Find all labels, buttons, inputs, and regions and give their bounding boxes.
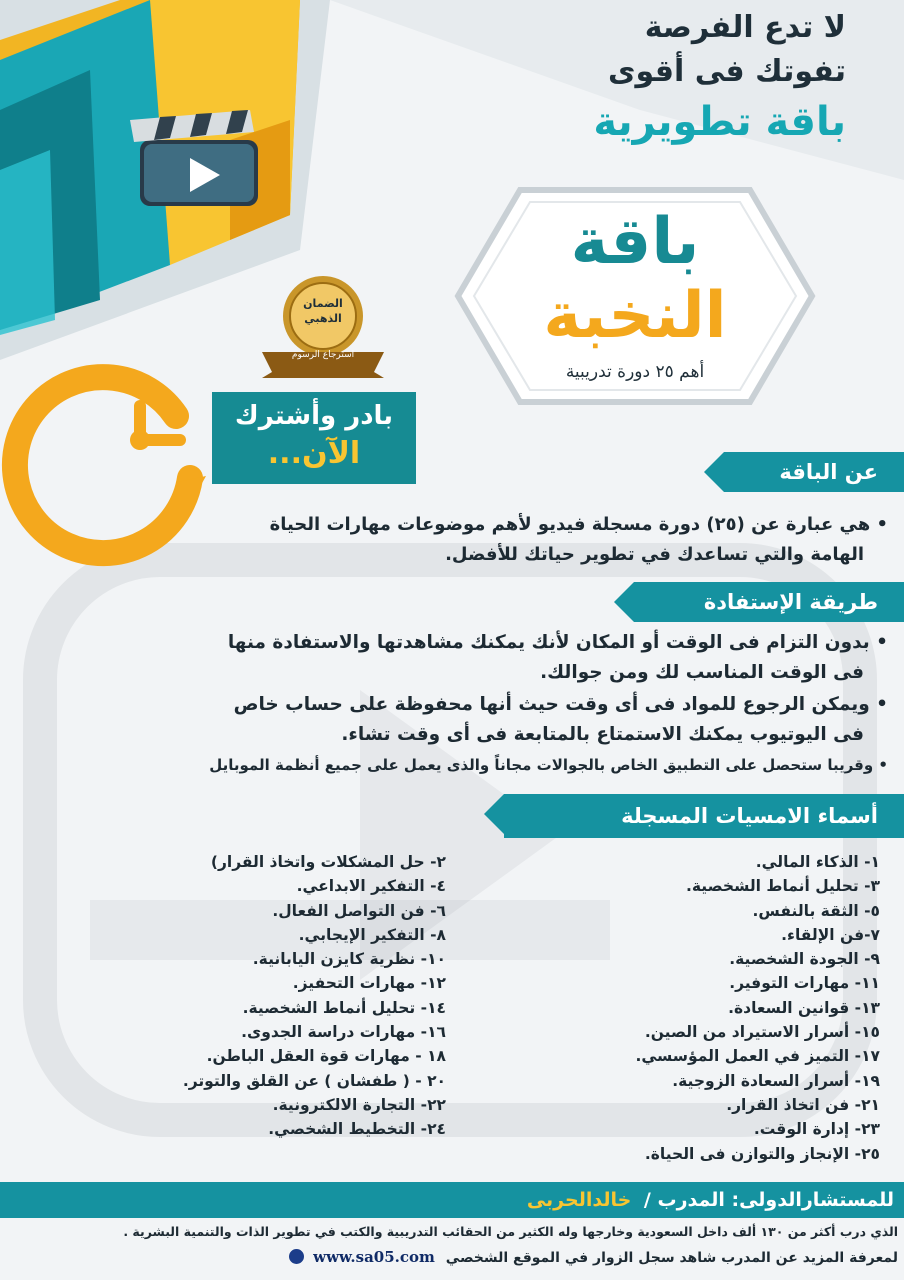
footer-line-1: الذي درب أكثر من ١٣٠ ألف داخل السعودية وخارجها وله الكثير من الحقائب التدريبية والكتب في تطوير الذات والتنمية البشرية . <box>123 1224 898 1239</box>
list-item: ١- الذكاء المالي. <box>755 853 880 871</box>
list-item: ١٨ - مهارات قوة العقل الباطن. <box>206 1047 446 1066</box>
sessions-left-column <box>183 850 446 1142</box>
list-item: ١٤- تحليل أنماط الشخصية. <box>242 998 446 1017</box>
benefit-line-2: فى الوقت المناسب لك ومن جوالك. <box>540 662 864 683</box>
website-link[interactable]: www.sa05.com <box>313 1248 435 1266</box>
package-subtitle: أهم ٢٥ دورة تدريبية <box>565 362 705 382</box>
list-item: ١٧- التميز في العمل المؤسسي. <box>635 1047 880 1066</box>
footer-title <box>527 1184 894 1216</box>
list-item: ٢- حل المشكلات واتخاذ القرار) <box>210 853 446 871</box>
benefit-line-1: • بدون التزام فى الوقت أو المكان لأنك يمكنك مشاهدتها والاستفادة منها <box>227 632 888 653</box>
list-item: ٢٤- التخطيط الشخصي. <box>268 1120 446 1139</box>
list-item: ٩- الجودة الشخصية. <box>729 950 880 969</box>
list-item: ٢٥- الإنجاز والتوازن فى الحياة. <box>644 1144 880 1163</box>
globe-icon <box>289 1249 304 1264</box>
about-line-1: • هي عبارة عن (٢٥) دورة مسجلة فيديو لأهم موضوعات مهارات الحياة <box>269 514 888 535</box>
sessions-heading: أسماء الامسيات المسجلة <box>504 794 904 838</box>
about-heading: عن الباقة <box>724 452 904 492</box>
list-item: ٢٣- إدارة الوقت. <box>753 1120 880 1139</box>
list-item: ٥- الثقة بالنفس. <box>752 901 880 920</box>
list-item: ٦- فن التواصل الفعال. <box>272 901 446 920</box>
list-item: ٢٠ - ( طفشان ) عن القلق والتوتر. <box>182 1071 446 1090</box>
list-item: ١١- مهارات التوفير. <box>729 974 880 993</box>
headline <box>426 6 846 150</box>
benefit-heading: طريقة الإستفادة <box>634 582 904 622</box>
list-item: ٨- التفكير الإيجابي. <box>298 925 446 944</box>
list-item: ٤- التفكير الابداعي. <box>296 877 446 896</box>
benefit-line-5: • وقريبا ستحصل على التطبيق الخاص بالجوالات مجاناً والذى يعمل على جميع أنظمة الموبايل <box>209 756 888 774</box>
sessions-right-column <box>635 850 880 1166</box>
footer-line-2 <box>289 1248 898 1266</box>
footer-title-prefix: للمستشارالدولى: المدرب / <box>643 1189 894 1211</box>
seal-ribbon: استرجاع الرسوم <box>291 350 355 360</box>
list-item: ٢١- فن اتخاذ القرار. <box>726 1095 880 1114</box>
cta-line-2: الآن... <box>267 436 361 471</box>
package-title <box>458 206 812 354</box>
cta-line-1: بادر وأشترك <box>234 401 394 431</box>
gold-guarantee-seal <box>258 296 388 326</box>
list-item: ١٥- أسرار الاستيراد من الصين. <box>644 1023 880 1042</box>
about-line-2: الهامة والتي تساعدك في تطوير حياتك للأفضل. <box>445 544 864 565</box>
headline-line-1: لا تدع الفرصة <box>644 10 846 45</box>
list-item: ١٩- أسرار السعادة الزوجية. <box>672 1071 880 1090</box>
seal-line-2: الذهبي <box>304 312 342 325</box>
subscribe-cta[interactable] <box>212 392 416 484</box>
list-item: ١٣- قوانين السعادة. <box>728 998 880 1017</box>
package-title-line-2: النخبة <box>543 279 727 353</box>
benefit-line-3: • ويمكن الرجوع للمواد فى أى وقت حيث أنها محفوظة على حساب خاص <box>233 694 888 715</box>
footer-visit-text: لمعرفة المزيد عن المدرب شاهد سجل الزوار في الموقع الشخصي <box>445 1250 898 1266</box>
list-item: ٧-فن الإلقاء. <box>781 925 880 944</box>
benefit-line-4: فى اليوتيوب يمكنك الاستمتاع بالمتابعة فى أى وقت تشاء. <box>341 724 864 745</box>
list-item: ١٢- مهارات التحفيز. <box>292 974 446 993</box>
headline-line-2: تفوتك فى أقوى <box>608 54 846 89</box>
list-item: ١٠- نظرية كايزن اليابانية. <box>252 950 446 969</box>
list-item: ٢٢- التجارة الالكترونية. <box>272 1095 446 1114</box>
headline-line-3: باقة تطويرية <box>593 99 846 145</box>
list-item: ٣- تحليل أنماط الشخصية. <box>686 877 880 896</box>
trainer-name: خالدالحربى <box>526 1189 632 1211</box>
package-title-line-1: باقة <box>570 205 700 279</box>
list-item: ١٦- مهارات دراسة الجدوى. <box>241 1023 446 1042</box>
seal-line-1: الضمان <box>303 297 343 310</box>
